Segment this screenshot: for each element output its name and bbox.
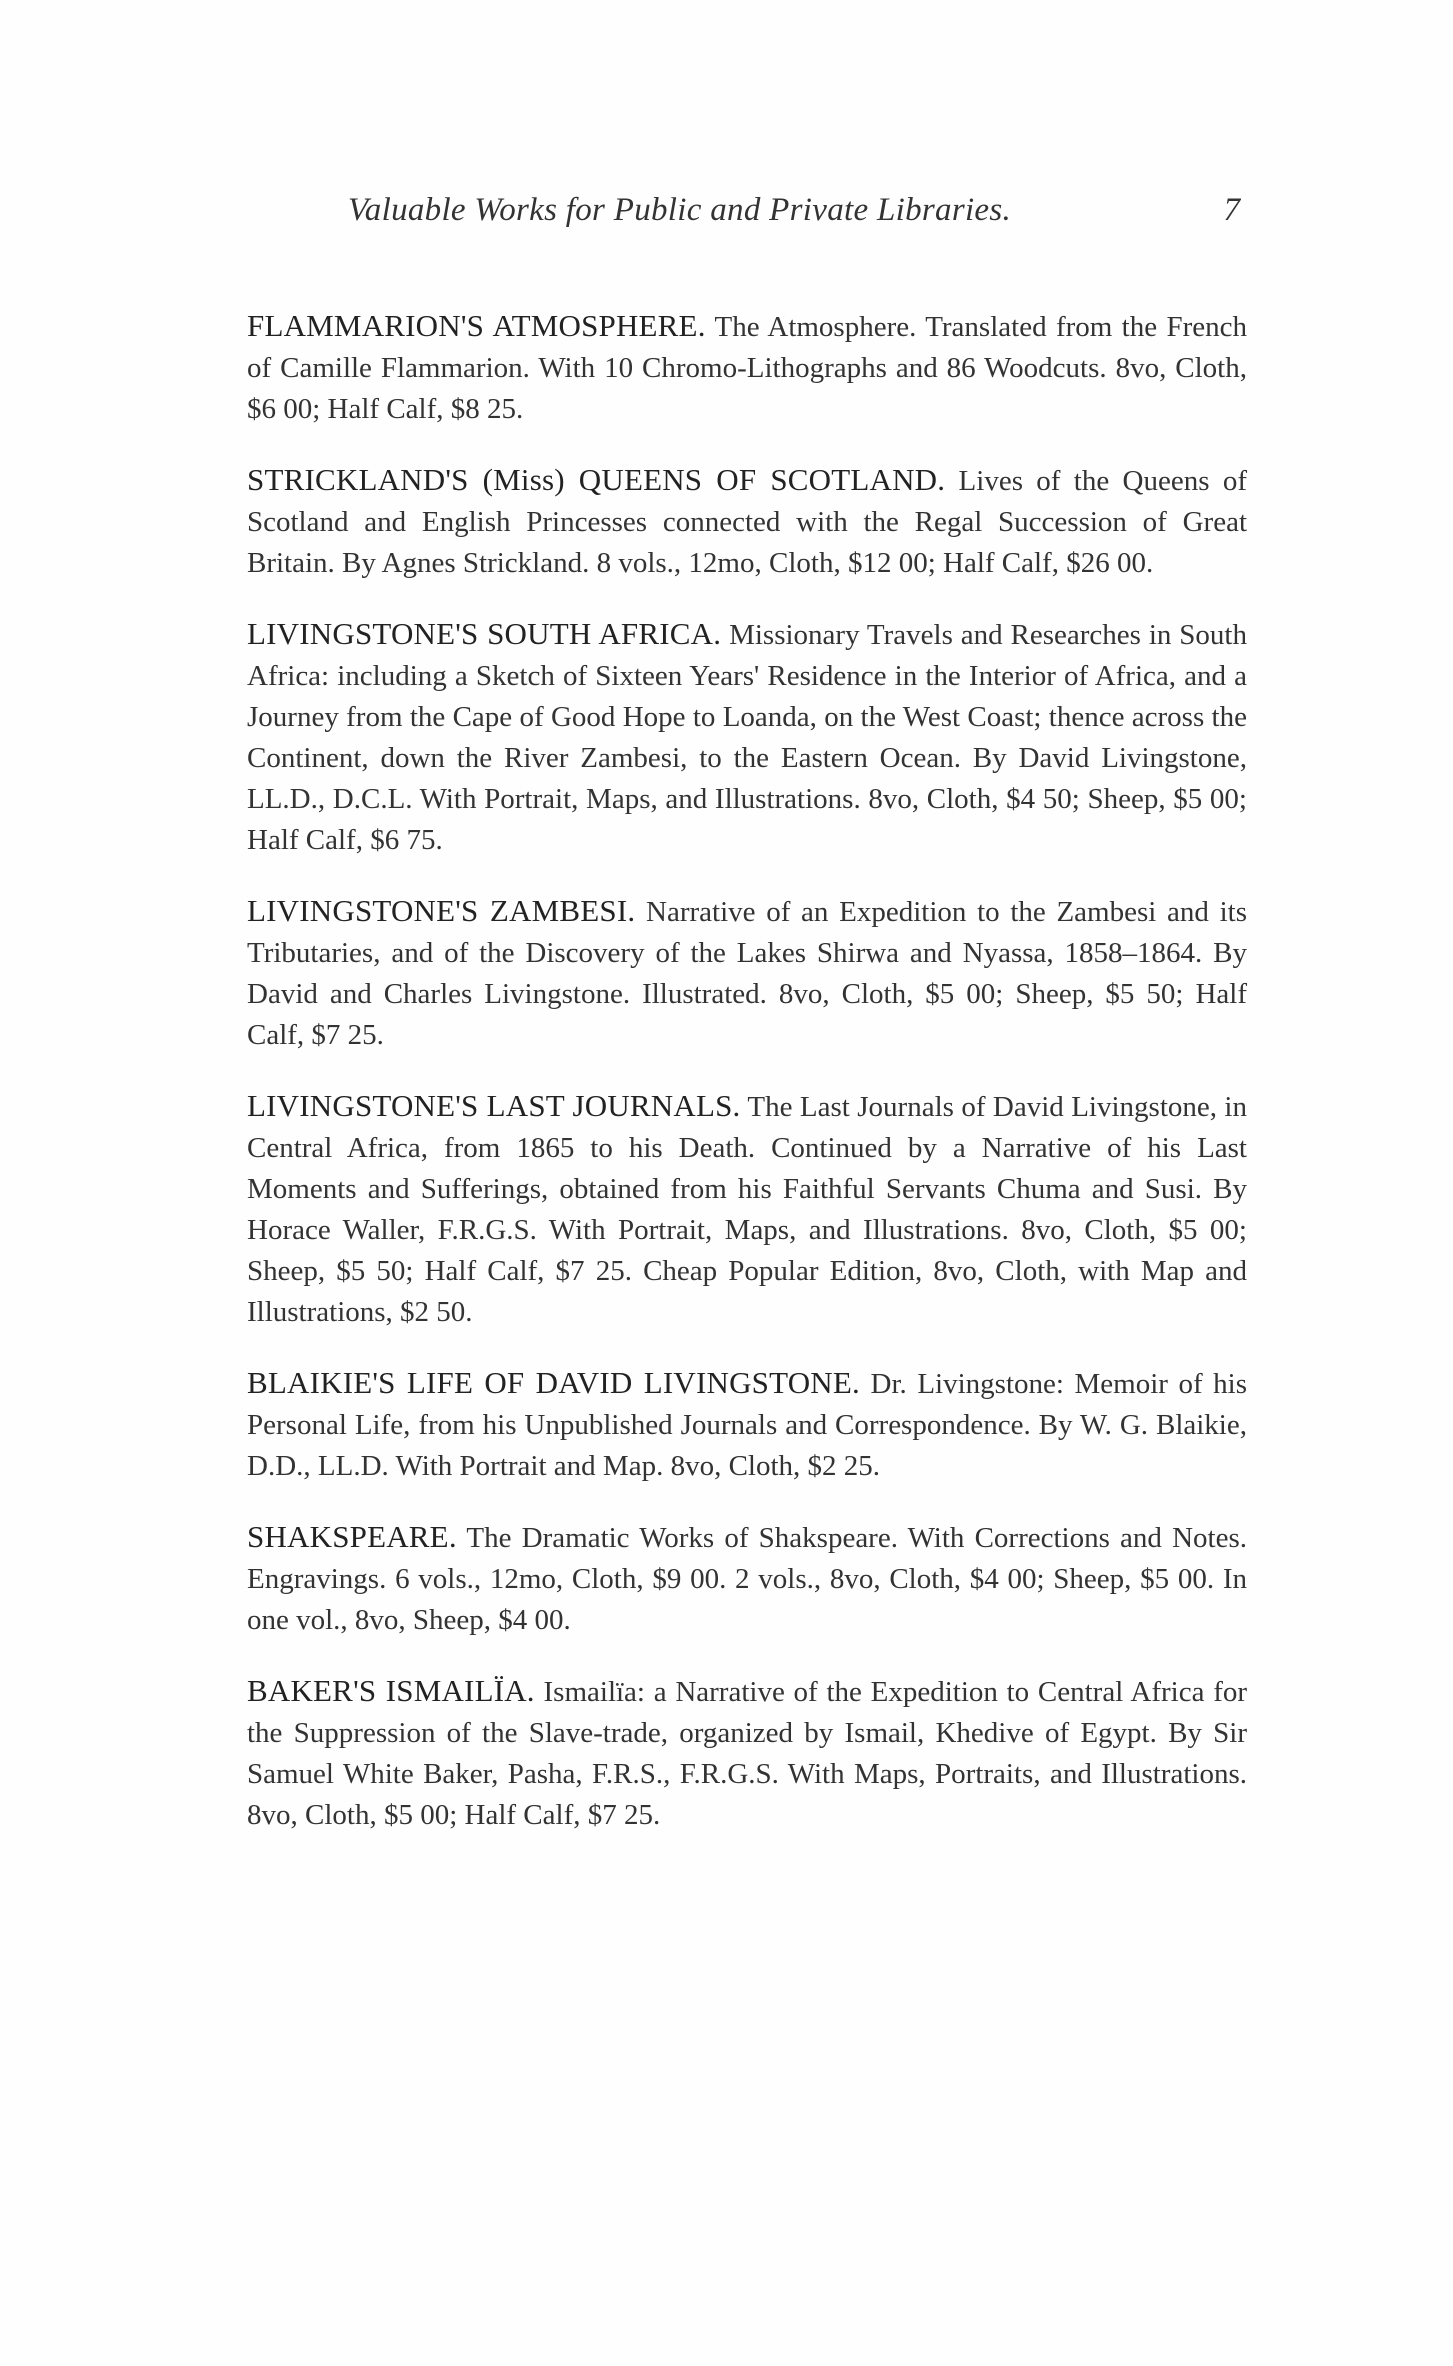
entry-heading: SHAKSPEARE. bbox=[247, 1519, 457, 1554]
entry-heading: STRICKLAND'S (Miss) QUEENS OF SCOTLAND. bbox=[247, 462, 946, 497]
catalogue-entry bbox=[247, 613, 1247, 861]
entry-text: Missionary Travels and Researches in South Africa: including a Sketch of Sixteen Years' Residence in the Interior of Africa, and a Journey from the Cape of Good Hope to Loanda, on the West Coast; thence across the Continent, down the River Zambesi, to the Eastern Ocean. By David Livingstone, LL.D., D.C.L. With Portrait, Maps, and Illustrations. 8vo, Cloth, $4 50; Sheep, $5 00; Half Calf, $6 75. bbox=[247, 619, 1247, 856]
running-head bbox=[340, 192, 1240, 242]
entry-heading: BAKER'S ISMAILÏA. bbox=[247, 1673, 535, 1708]
catalogue-entry bbox=[247, 1085, 1247, 1333]
catalogue-entry bbox=[247, 459, 1247, 584]
entry-heading: FLAMMARION'S ATMOSPHERE. bbox=[247, 308, 706, 343]
catalogue-entries bbox=[247, 276, 1247, 1861]
page-number: 7 bbox=[1223, 192, 1240, 228]
entry-heading: LIVINGSTONE'S ZAMBESI. bbox=[247, 893, 636, 928]
catalogue-entry bbox=[247, 1516, 1247, 1641]
catalogue-entry bbox=[247, 305, 1247, 430]
entry-text: Ismailïa: a Narrative of the Expedition to Central Africa for the Suppression of the Slave-trade, organized by Ismail, Khedive of Egypt. By Sir Samuel White Baker, Pasha, F.R.S., F.R.G.S. With Maps, Portraits, and Illustrations. 8vo, Cloth, $5 00; Half Calf, $7 25. bbox=[247, 1676, 1248, 1831]
catalogue-entry bbox=[247, 890, 1247, 1056]
entry-heading: LIVINGSTONE'S SOUTH AFRICA. bbox=[247, 616, 722, 651]
catalogue-entry bbox=[247, 1670, 1247, 1836]
running-title: Valuable Works for Public and Private Libraries. bbox=[348, 192, 1012, 228]
entry-heading: LIVINGSTONE'S LAST JOURNALS. bbox=[247, 1088, 741, 1123]
entry-text: The Atmosphere. Translated from the French of Camille Flammarion. With 10 Chromo-Lithographs and 86 Woodcuts. 8vo, Cloth, $6 00; Half Calf, $8 25. bbox=[247, 311, 1248, 425]
entry-text: The Last Journals of David Livingstone, in Central Africa, from 1865 to his Death. Continued by a Narrative of his Last Moments and Sufferings, obtained from his Faithful Servants Chuma and Susi. By Horace Waller, F.R.G.S. With Portrait, Maps, and Illustrations. 8vo, Cloth, $5 00; Sheep, $5 50; Half Calf, $7 25. Cheap Popular Edition, 8vo, Cloth, with Map and Illustrations, $2 50. bbox=[247, 1091, 1247, 1328]
catalogue-entry bbox=[247, 1362, 1247, 1487]
entry-text: The Dramatic Works of Shakspeare. With Corrections and Notes. Engravings. 6 vols., 12mo, Cloth, $9 00. 2 vols., 8vo, Cloth, $4 00; Sheep, $5 00. In one vol., 8vo, Sheep, $4 00. bbox=[247, 1522, 1247, 1636]
entry-text: Narrative of an Expedition to the Zambesi and its Tributaries, and of the Discovery of the Lakes Shirwa and Nyassa, 1858–1864. By David and Charles Livingstone. Illustrated. 8vo, Cloth, $5 00; Sheep, $5 50; Half Calf, $7 25. bbox=[247, 896, 1247, 1051]
entry-text: Dr. Livingstone: Memoir of his Personal Life, from his Unpublished Journals and Correspondence. By W. G. Blaikie, D.D., LL.D. With Portrait and Map. 8vo, Cloth, $2 25. bbox=[247, 1368, 1248, 1482]
entry-heading: BLAIKIE'S LIFE OF DAVID LIVINGSTONE. bbox=[247, 1365, 860, 1400]
entry-text: Lives of the Queens of Scotland and English Princesses connected with the Regal Succession of Great Britain. By Agnes Strickland. 8 vols., 12mo, Cloth, $12 00; Half Calf, $26 00. bbox=[247, 465, 1247, 579]
